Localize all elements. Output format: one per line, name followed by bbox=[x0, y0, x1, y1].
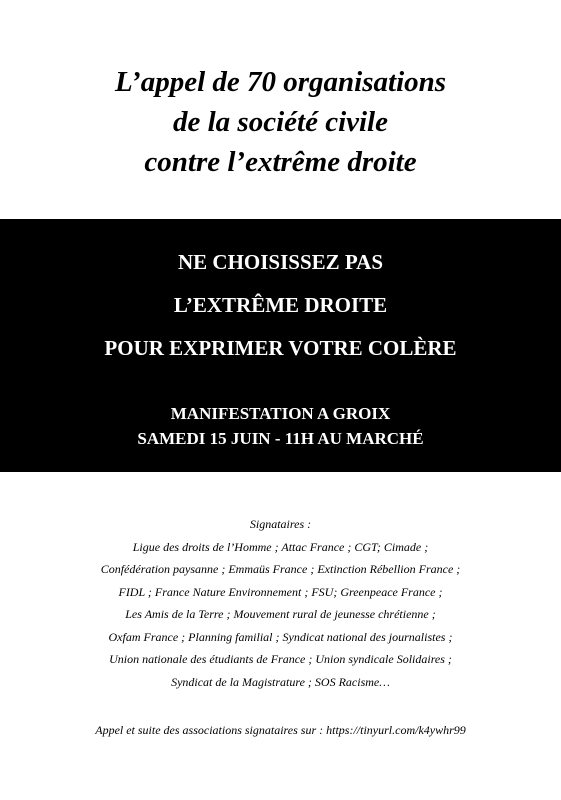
signatories bbox=[0, 513, 561, 693]
slogan-line-2: L’EXTRÊME DROITE bbox=[173, 293, 388, 317]
slogan bbox=[0, 241, 561, 370]
title-line-2: de la société civile bbox=[173, 106, 388, 138]
slogan-line-3: POUR EXPRIMER VOTRE COLÈRE bbox=[104, 336, 457, 360]
page-title bbox=[0, 62, 561, 182]
event-date: SAMEDI 15 JUIN - 11H AU MARCHÉ bbox=[137, 429, 424, 448]
signatories-line: Union nationale des étudiants de France ; Union syndicale Solidaires ; bbox=[109, 652, 452, 666]
signatories-line: FIDL ; France Nature Environnement ; FSU; Greenpeace France ; bbox=[118, 584, 443, 599]
black-banner bbox=[0, 219, 561, 472]
title-line-3: contre l’extrême droite bbox=[144, 146, 417, 178]
signatories-line: Oxfam France ; Planning familial ; Syndicat national des journalistes ; bbox=[108, 629, 453, 644]
slogan-line-1: NE CHOISISSEZ PAS bbox=[177, 250, 384, 274]
title-line-1: L’appel de 70 organisations bbox=[114, 66, 447, 98]
event-title: MANIFESTATION A GROIX bbox=[170, 404, 391, 423]
event-info bbox=[0, 401, 561, 451]
signatories-heading: Signataires : bbox=[249, 517, 312, 531]
signatories-line: Ligue des droits de l’Homme ; Attac France ; CGT; Cimade ; bbox=[132, 539, 429, 554]
signatories-line: Les Amis de la Terre ; Mouvement rural de jeunesse chrétienne ; bbox=[125, 607, 436, 621]
signatories-line: Syndicat de la Magistrature ; SOS Racisme… bbox=[171, 674, 390, 689]
footer-link-text: Appel et suite des associations signataires sur : https://tinyurl.com/k4ywhr99 bbox=[95, 723, 466, 737]
signatories-line: Confédération paysanne ; Emmaüs France ; Extinction Rébellion France ; bbox=[100, 562, 461, 576]
